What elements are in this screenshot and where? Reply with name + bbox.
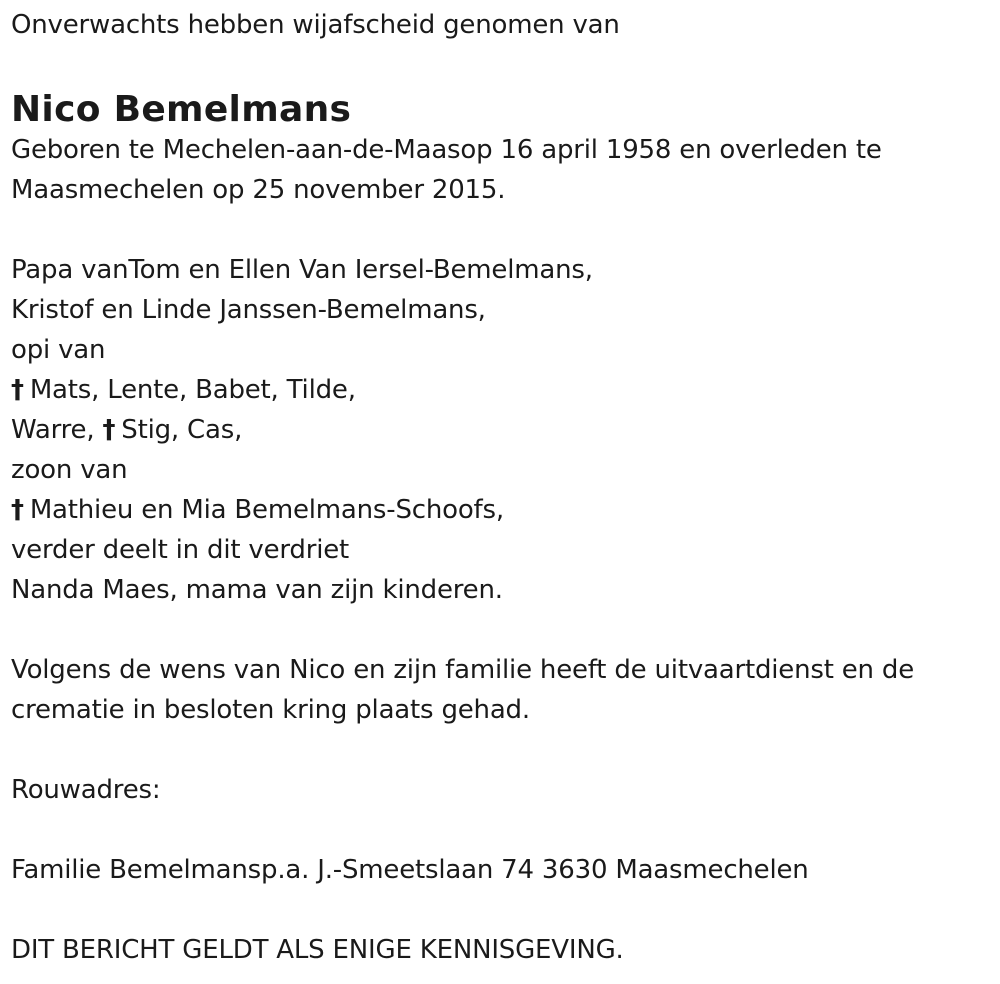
birth-line-1: Geboren te Mechelen-aan-de-Maasop 16 april 1958 en overleden te	[11, 135, 882, 165]
spacer	[11, 890, 986, 930]
family-line-6: zoon van	[11, 455, 128, 485]
family-line-9: Nanda Maes, mama van zijn kinderen.	[11, 575, 503, 605]
parents-text: Mathieu en Mia Bemelmans-Schoofs,	[29, 495, 504, 525]
address-value: Familie Bemelmansp.a. J.-Smeetslaan 74 3630 Maasmechelen	[11, 855, 809, 885]
family-line-3: opi van	[11, 335, 106, 365]
cross-icon: †	[102, 415, 116, 445]
spacer	[11, 810, 986, 850]
spacer	[11, 610, 986, 650]
cross-icon: †	[11, 495, 24, 525]
family-line-2: Kristof en Linde Janssen-Bemelmans,	[11, 295, 486, 325]
family-line-8: verder deelt in dit verdriet	[11, 535, 350, 565]
ceremony-line-1: Volgens de wens van Nico en zijn familie heeft de uitvaartdienst en de	[11, 655, 914, 685]
family-line-4	[11, 370, 986, 410]
deceased-name: Nico Bemelmans	[11, 89, 352, 130]
birth-line-2: Maasmechelen op 25 november 2015.	[11, 175, 506, 205]
obituary-notice	[11, 0, 986, 970]
cross-icon: †	[11, 375, 24, 405]
family-line-5	[11, 410, 986, 450]
notice-text: DIT BERICHT GELDT ALS ENIGE KENNISGEVING.	[11, 935, 624, 965]
spacer	[11, 730, 986, 770]
spacer	[11, 210, 986, 250]
address-label: Rouwadres:	[11, 775, 161, 805]
intro-text: Onverwachts hebben wijafscheid genomen van	[11, 10, 620, 40]
grandchildren-text-1: Mats, Lente, Babet, Tilde,	[29, 375, 356, 405]
grandchildren-text-2a: Warre,	[11, 415, 95, 445]
grandchildren-text-2b: Stig, Cas,	[121, 415, 243, 445]
family-line-7	[11, 490, 986, 530]
ceremony-line-2: crematie in besloten kring plaats gehad.	[11, 695, 530, 725]
family-line-1: Papa vanTom en Ellen Van Iersel-Bemelmans,	[11, 255, 593, 285]
